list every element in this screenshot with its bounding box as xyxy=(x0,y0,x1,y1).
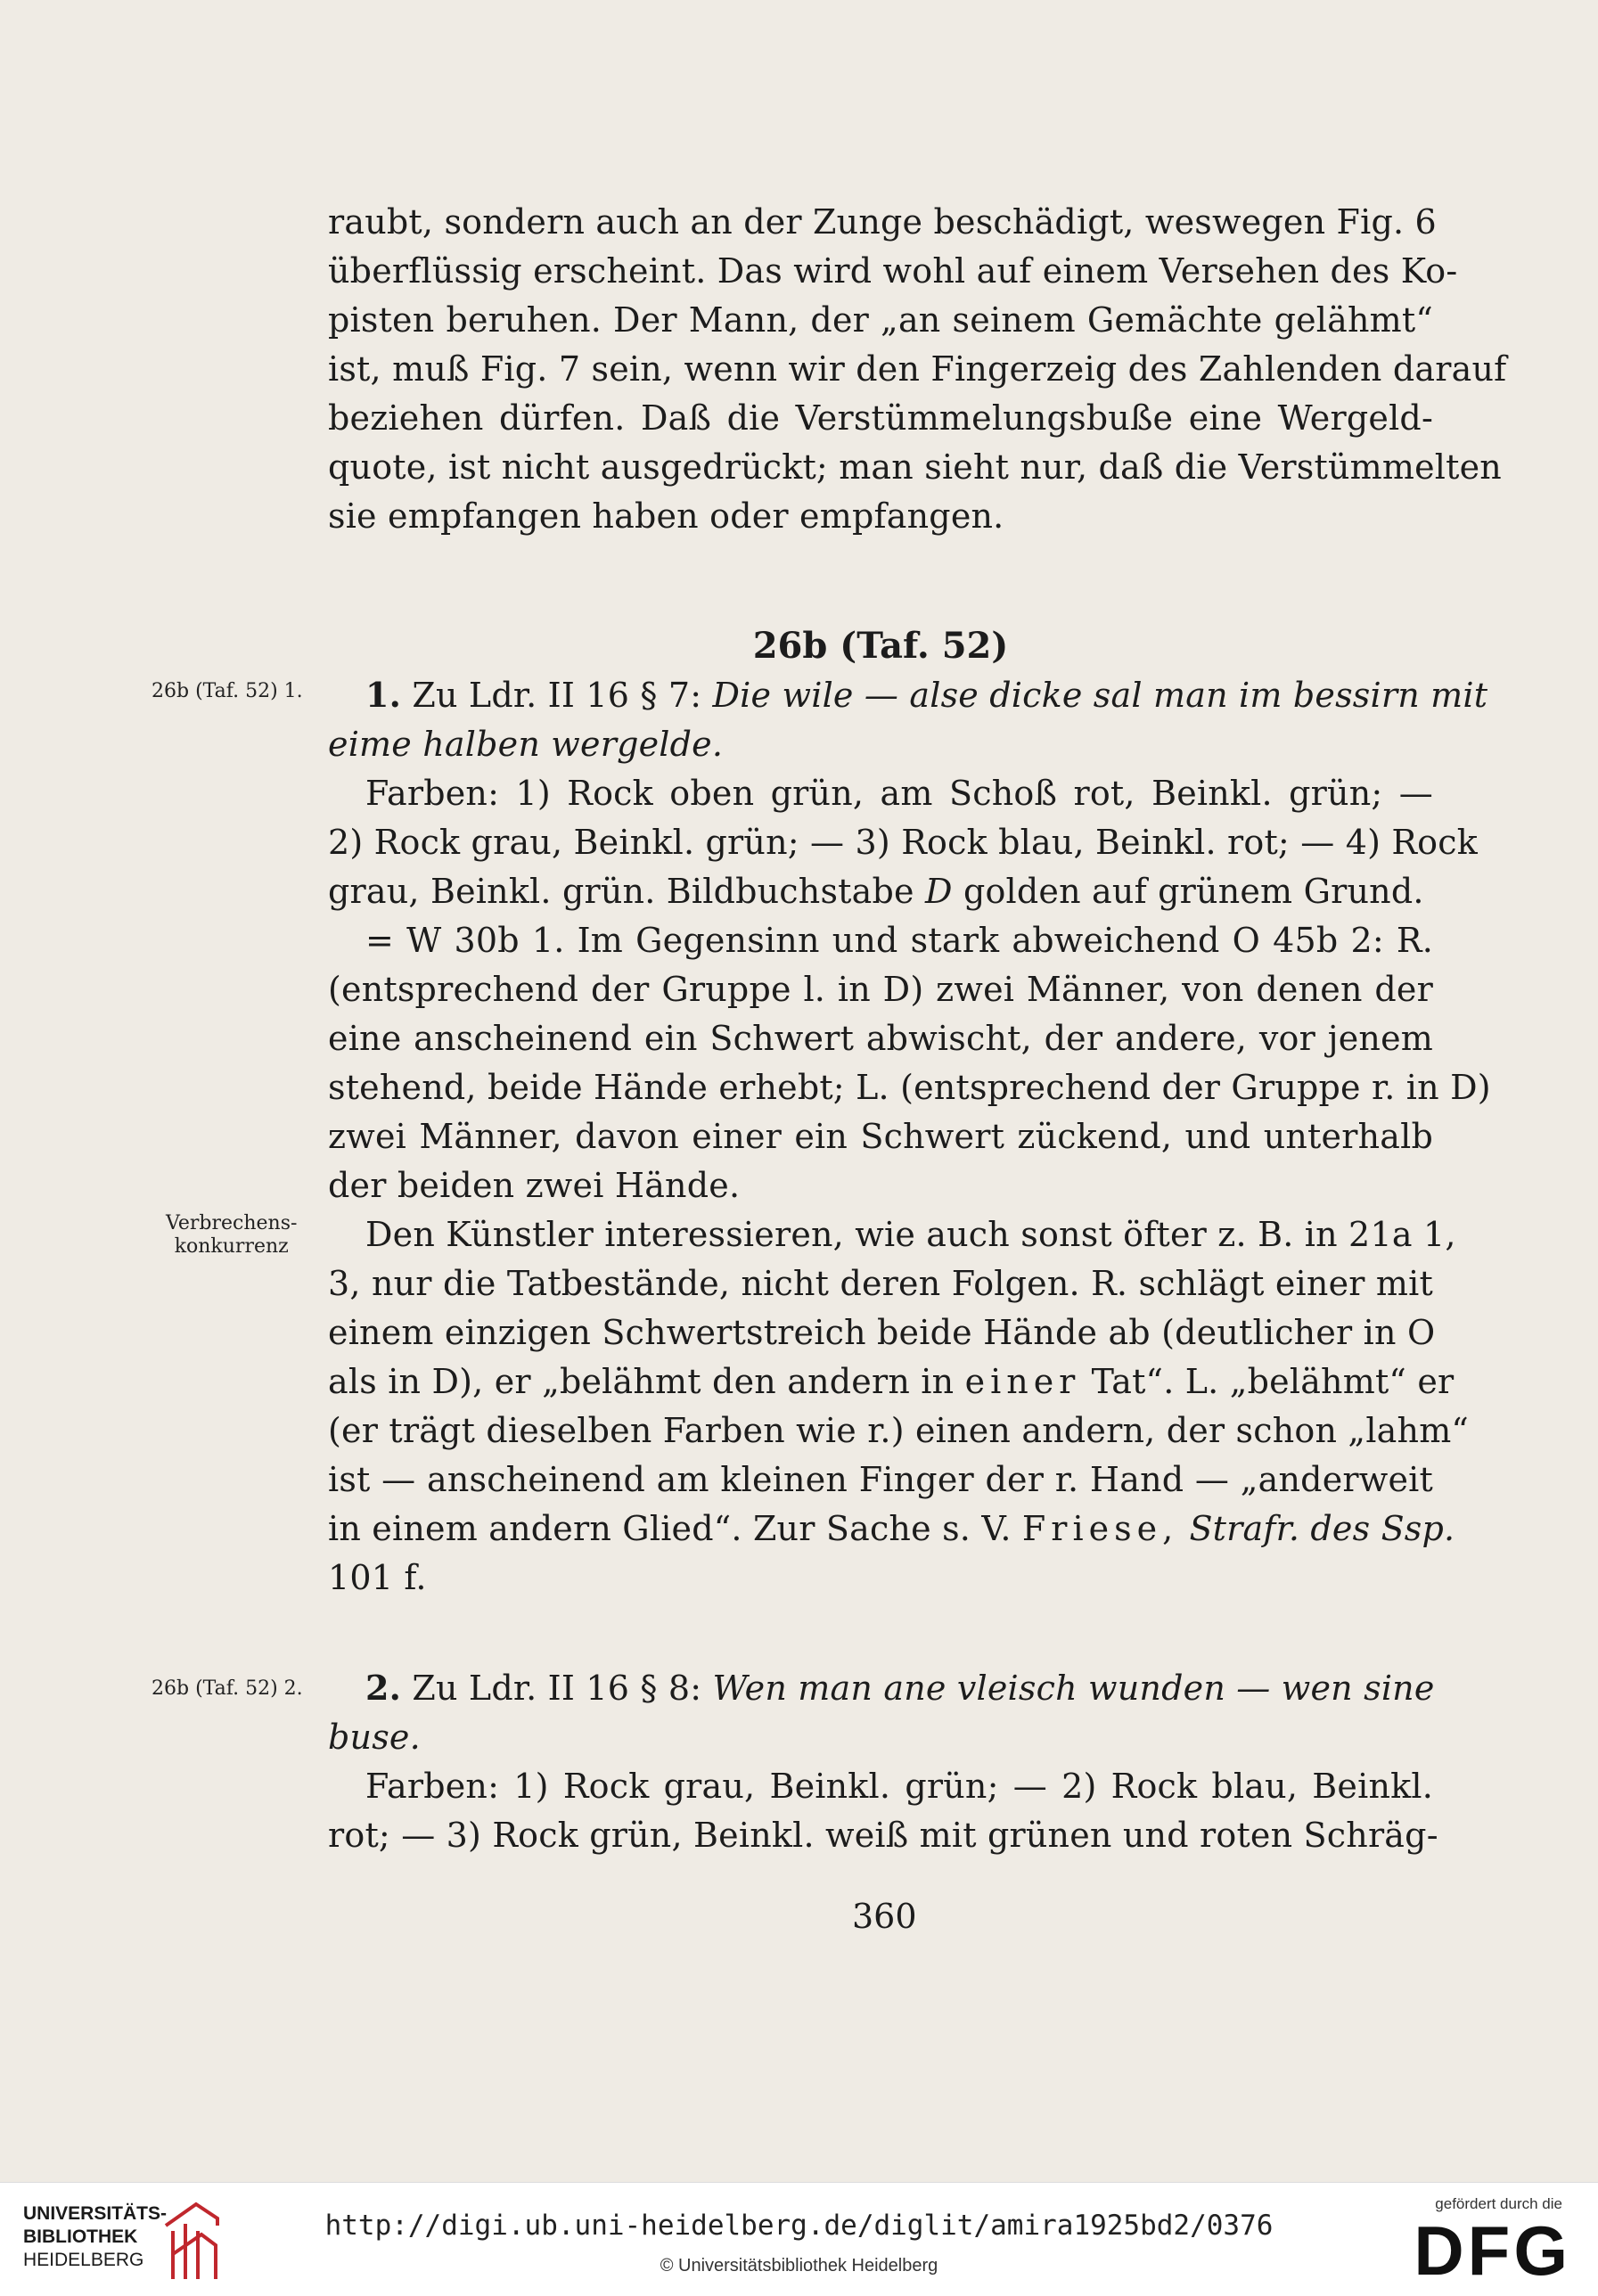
margin-topic-line: Verbrechens- xyxy=(166,1212,298,1234)
item-2-heading-line xyxy=(328,1663,1433,1713)
text-line: sie empfangen haben oder empfangen. xyxy=(328,496,1004,536)
dfg-logo: DFG xyxy=(1414,2211,1571,2290)
margin-topic-line: konkurrenz xyxy=(174,1235,289,1258)
law-reference: Zu Ldr. II 16 § 7: xyxy=(412,676,702,715)
text-line: Farben: 1) Rock grau, Beinkl. grün; — 2) Rock blau, Beinkl. xyxy=(365,1767,1433,1806)
text-line: einem einzigen Schwertstreich beide Hände ab (deutlicher in O xyxy=(328,1313,1436,1352)
work-title: Strafr. des Ssp. xyxy=(1189,1509,1455,1548)
spaced-text: einer xyxy=(964,1362,1081,1401)
text-fragment: als in D), er „belähmt den andern in xyxy=(328,1362,955,1401)
text-line: der beiden zwei Hände. xyxy=(328,1166,741,1205)
margin-topic-note xyxy=(166,1212,297,1259)
item-number: 1. xyxy=(365,675,402,715)
text-line: zwei Männer, davon einer ein Schwert zückend, und unterhalb xyxy=(328,1117,1433,1156)
text-line: rot; — 3) Rock grün, Beinkl. weiß mit grünen und roten Schräg- xyxy=(328,1816,1438,1855)
funding-label: gefördert durch die xyxy=(1435,2195,1562,2212)
margin-reference-1: 26b (Taf. 52) 1. xyxy=(152,680,303,702)
text-line: 101 f. xyxy=(328,1558,427,1597)
logo-line: UNIVERSITÄTS- xyxy=(23,2203,168,2224)
author-name: Friese, xyxy=(1021,1509,1179,1548)
text-line: stehend, beide Hände erhebt; L. (entsprechend der Gruppe r. in D) xyxy=(328,1068,1491,1107)
item-1-heading-line xyxy=(328,670,1488,720)
text-line: (er trägt dieselben Farben wie r.) einen andern, der schon „lahm“ xyxy=(328,1411,1470,1450)
text-line: raubt, sondern auch an der Zunge beschädigt, weswegen Fig. 6 xyxy=(328,202,1437,242)
text-line: 3, nur die Tatbestände, nicht deren Folgen. R. schlägt einer mit xyxy=(328,1264,1433,1303)
text-line: Den Künstler interessieren, wie auch sonst öfter z. B. in 21a 1, xyxy=(365,1215,1456,1254)
text-line xyxy=(328,1357,1455,1406)
copyright-notice: © Universitätsbibliothek Heidelberg xyxy=(660,2256,938,2276)
digitization-footer xyxy=(0,2182,1598,2296)
section-heading: 26b (Taf. 52) xyxy=(752,625,1009,667)
text-line: quote, ist nicht ausgedrückt; man sieht nur, daß die Verstümmelten xyxy=(328,447,1502,487)
text-line: (entsprechend der Gruppe l. in D) zwei Männer, von denen der xyxy=(328,970,1433,1009)
text-line: eine anscheinend ein Schwert abwischt, der andere, vor jenem xyxy=(328,1019,1433,1058)
law-reference: Zu Ldr. II 16 § 8: xyxy=(412,1669,702,1708)
text-line: 2) Rock grau, Beinkl. grün; — 3) Rock blau, Beinkl. rot; — 4) Rock xyxy=(328,823,1478,862)
text-fragment: in einem andern Glied“. Zur Sache s. V. xyxy=(328,1509,1012,1548)
quote-text-cont: eime halben wergelde. xyxy=(328,725,724,764)
paragraph-continued xyxy=(328,198,1507,541)
quote-text: Die wile — alse dicke sal man im bessirn mit xyxy=(712,676,1488,715)
quote-text-cont: buse. xyxy=(328,1718,421,1757)
logo-line: BIBLIOTHEK xyxy=(23,2226,138,2247)
margin-reference-2: 26b (Taf. 52) 2. xyxy=(152,1677,303,1700)
item-2 xyxy=(328,1663,1438,1860)
text-fragment: Tat“. L. „belähmt“ er xyxy=(1091,1362,1455,1401)
page-number: 360 xyxy=(852,1897,917,1936)
quote-text: Wen man ane vleisch wunden — wen sine xyxy=(712,1669,1435,1708)
item-1 xyxy=(328,670,1491,1603)
text-line xyxy=(328,867,1433,916)
item-number: 2. xyxy=(365,1668,402,1708)
permalink-url[interactable]: http://digi.ub.uni-heidelberg.de/diglit/amira1925bd2/0376 xyxy=(324,2210,1274,2242)
text-line: überflüssig erscheint. Das wird wohl auf einem Versehen des Ko- xyxy=(328,251,1458,291)
text-line: Farben: 1) Rock oben grün, am Schoß rot, Beinkl. grün; — xyxy=(365,774,1433,813)
text-fragment: golden auf grünem Grund. xyxy=(963,872,1424,911)
text-line: ist — anscheinend am kleinen Finger der r. Hand — „anderweit xyxy=(328,1460,1433,1499)
text-line xyxy=(328,1505,1455,1554)
letter-d: D xyxy=(924,872,953,911)
logo-line: HEIDELBERG xyxy=(23,2250,144,2270)
text-fragment: grau, Beinkl. grün. Bildbuchstabe xyxy=(328,872,914,911)
text-line: ist, muß Fig. 7 sein, wenn wir den Fingerzeig des Zahlenden darauf xyxy=(328,349,1507,389)
text-line: pisten beruhen. Der Mann, der „an seinem Gemächte gelähmt“ xyxy=(328,300,1433,340)
text-line: beziehen dürfen. Daß die Verstümmelungsbuße eine Wergeld- xyxy=(328,398,1433,438)
text-line: = W 30b 1. Im Gegensinn und stark abweichend O 45b 2: R. xyxy=(365,921,1433,960)
